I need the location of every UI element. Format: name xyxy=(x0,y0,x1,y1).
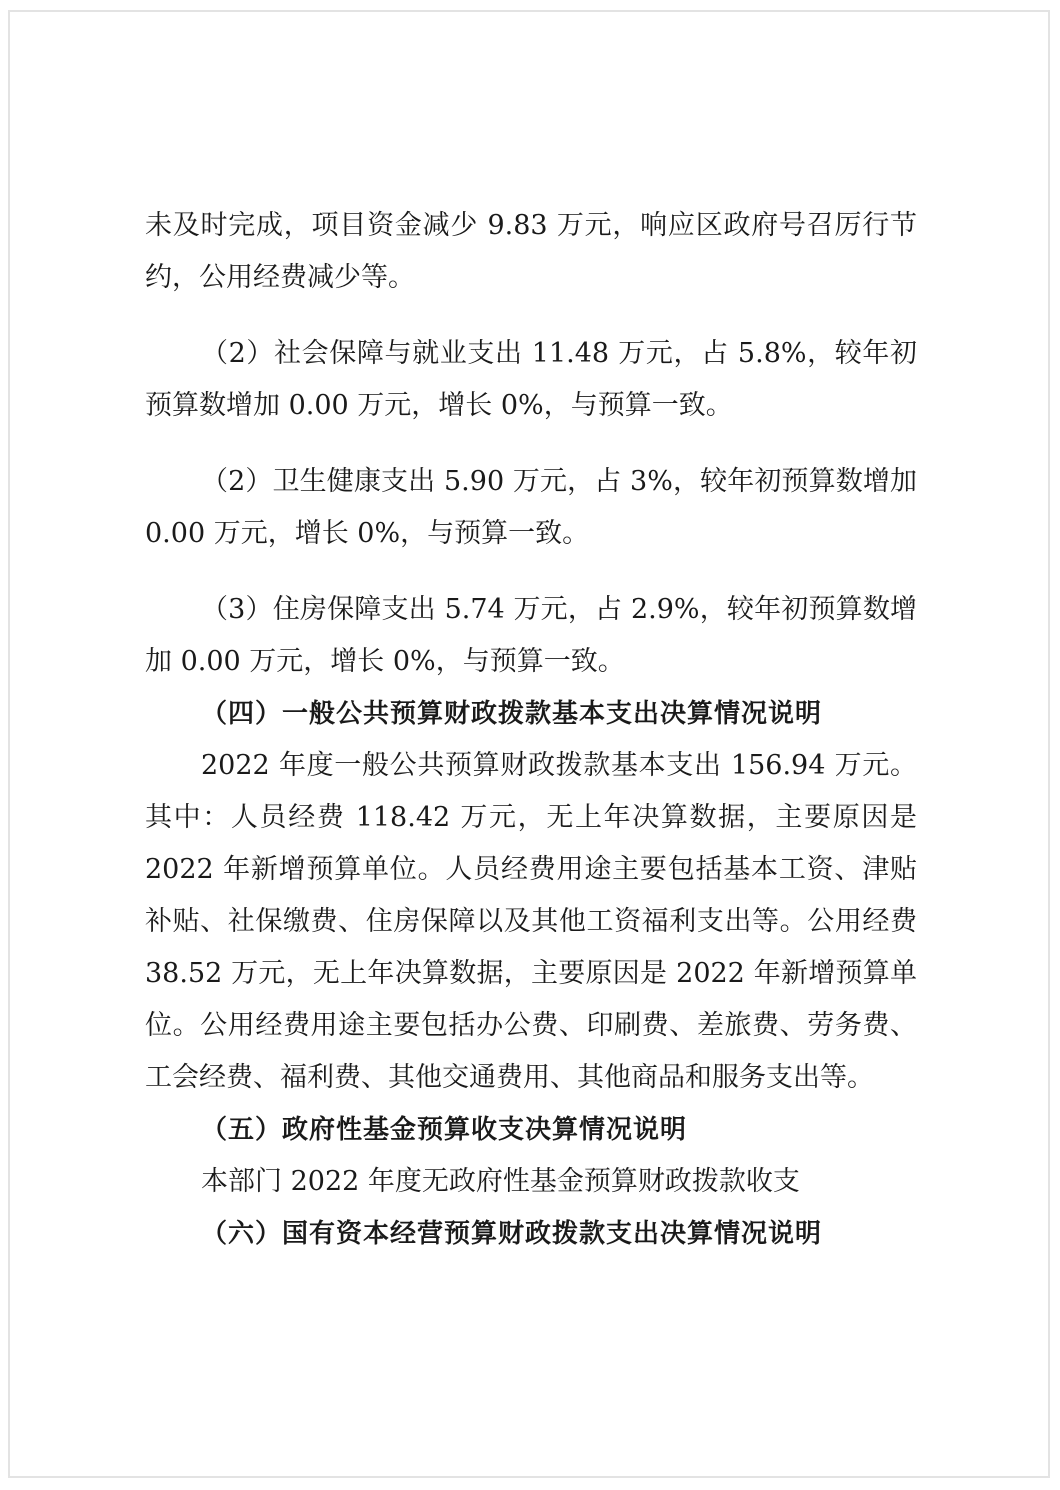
document-body xyxy=(145,200,917,1260)
paragraph-basic-expenditure: 2022 年度一般公共预算财政拨款基本支出 156.94 万元。其中：人员经费 118.42 万元，无上年决算数据，主要原因是 2022 年新增预算单位。人员经费用途主要包括基本工资、津贴补贴、社保缴费、住房保障以及其他工资福利支出等。公用经费 38.52 万元，无上年决算数据，主要原因是 2022 年新增预算单位。公用经费用途主要包括办公费、印刷费、差旅费、劳务费、工会经费、福利费、其他交通费用、其他商品和服务支出等。 xyxy=(145,750,917,1093)
section-heading-6: （六）国有资本经营预算财政拨款支出决算情况说明 xyxy=(201,1219,823,1249)
paragraph-social-security: （2）社会保障与就业支出 11.48 万元，占 5.8%，较年初预算数增加 0.00 万元，增长 0%，与预算一致。 xyxy=(145,338,917,421)
paragraph-housing: （3）住房保障支出 5.74 万元，占 2.9%，较年初预算数增加 0.00 万元，增长 0%，与预算一致。 xyxy=(145,594,917,677)
paragraph-project-funds: 未及时完成，项目资金减少 9.83 万元，响应区政府号召厉行节约，公用经费减少等。 xyxy=(145,210,917,293)
paragraph-health: （2）卫生健康支出 5.90 万元，占 3%，较年初预算数增加 0.00 万元，增长 0%，与预算一致。 xyxy=(145,466,917,549)
section-heading-5: （五）政府性基金预算收支决算情况说明 xyxy=(201,1115,688,1145)
paragraph-government-fund: 本部门 2022 年度无政府性基金预算财政拨款收支 xyxy=(201,1166,800,1197)
section-heading-4: （四）一般公共预算财政拨款基本支出决算情况说明 xyxy=(201,699,823,729)
